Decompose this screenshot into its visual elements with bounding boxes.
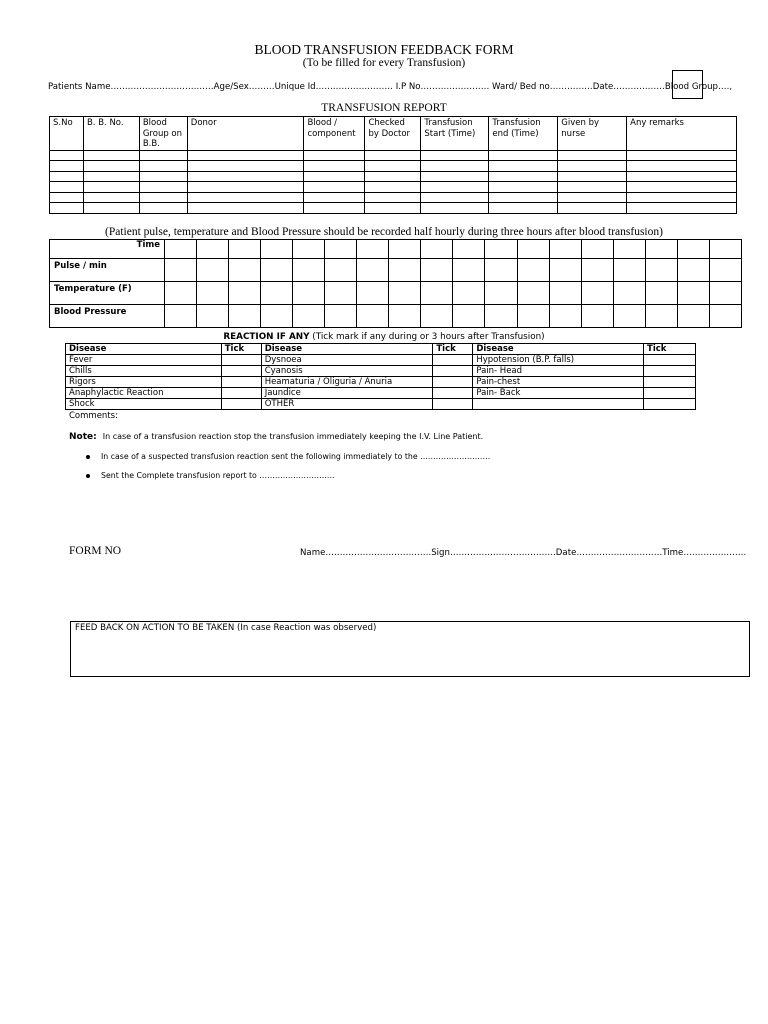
reaction-disease: Pain-chest [473, 377, 644, 388]
transfusion-row [50, 161, 737, 172]
vitals-time-cell[interactable] [517, 240, 549, 259]
vitals-cell[interactable] [357, 282, 389, 305]
transfusion-col-header: Blood Group on B.B. [139, 117, 187, 151]
transfusion-cell[interactable] [627, 192, 737, 203]
reaction-tick-cell[interactable] [433, 355, 473, 366]
vitals-cell[interactable] [581, 305, 613, 328]
vitals-cell[interactable] [613, 305, 645, 328]
reaction-disease: Hypotension (B.P. falls) [473, 355, 644, 366]
vitals-cell[interactable] [709, 305, 741, 328]
vitals-cell[interactable] [421, 305, 453, 328]
transfusion-cell[interactable] [421, 192, 489, 203]
vitals-cell[interactable] [261, 305, 293, 328]
vitals-cell[interactable] [165, 259, 197, 282]
transfusion-cell[interactable] [50, 182, 84, 193]
transfusion-cell[interactable] [187, 161, 304, 172]
transfusion-cell[interactable] [421, 150, 489, 161]
vitals-cell[interactable] [229, 282, 261, 305]
reaction-disease [473, 399, 644, 410]
transfusion-col-header: Donor [187, 117, 304, 151]
vitals-time-cell[interactable] [581, 240, 613, 259]
vitals-cell[interactable] [645, 282, 677, 305]
vitals-row-label: Pulse / min [50, 259, 165, 282]
vitals-time-cell[interactable] [229, 240, 261, 259]
vitals-cell[interactable] [645, 259, 677, 282]
vitals-cell[interactable] [325, 259, 357, 282]
vitals-cell[interactable] [581, 259, 613, 282]
transfusion-cell[interactable] [139, 150, 187, 161]
transfusion-cell[interactable] [558, 150, 627, 161]
reaction-tick-cell[interactable] [433, 366, 473, 377]
reaction-disease: Anaphylactic Reaction [66, 388, 222, 399]
vitals-cell[interactable] [229, 259, 261, 282]
reaction-tick-cell[interactable] [644, 366, 696, 377]
reaction-table [65, 343, 696, 410]
transfusion-col-header: Transfusion end (Time) [489, 117, 558, 151]
vitals-cell[interactable] [485, 305, 517, 328]
reaction-tick-cell[interactable] [644, 399, 696, 410]
reaction-disease: Jaundice [261, 388, 433, 399]
vitals-cell[interactable] [421, 282, 453, 305]
vitals-cell[interactable] [389, 282, 421, 305]
form-title: BLOOD TRANSFUSION FEEDBACK FORM [254, 42, 514, 57]
vitals-cell[interactable] [613, 282, 645, 305]
vitals-time-cell[interactable] [165, 240, 197, 259]
vitals-cell[interactable] [197, 305, 229, 328]
transfusion-col-header: Transfusion Start (Time) [421, 117, 489, 151]
vitals-time-cell[interactable] [709, 240, 741, 259]
vitals-cell[interactable] [549, 305, 581, 328]
reaction-disease: Pain- Head [473, 366, 644, 377]
form-number-label: FORM NO [69, 545, 122, 557]
reaction-disease: Pain- Back [473, 388, 644, 399]
transfusion-report-title: TRANSFUSION REPORT [321, 102, 447, 114]
bullet-dot-icon [86, 455, 90, 459]
blood-group-box[interactable] [672, 70, 703, 99]
transfusion-cell[interactable] [421, 161, 489, 172]
vitals-cell[interactable] [485, 282, 517, 305]
transfusion-cell[interactable] [421, 203, 489, 214]
transfusion-cell[interactable] [50, 171, 84, 182]
vitals-cell[interactable] [581, 282, 613, 305]
vitals-cell[interactable] [517, 259, 549, 282]
vitals-cell[interactable] [421, 259, 453, 282]
reaction-header-row [66, 344, 696, 355]
vitals-time-cell[interactable] [293, 240, 325, 259]
transfusion-cell[interactable] [421, 171, 489, 182]
reaction-disease: Heamaturia / Oliguria / Anuria [261, 377, 433, 388]
note-bullet-text: Sent the Complete transfusion report to ……………………….. [101, 471, 335, 480]
vitals-row-label: Blood Pressure [50, 305, 165, 328]
transfusion-cell[interactable] [50, 203, 84, 214]
reaction-row [66, 399, 696, 410]
transfusion-col-header: Given by nurse [558, 117, 627, 151]
reaction-heading-rest: (Tick mark if any during or 3 hours after Transfusion) [309, 332, 545, 342]
transfusion-cell[interactable] [489, 192, 558, 203]
bullet-dot-icon [86, 474, 90, 478]
transfusion-cell[interactable] [627, 161, 737, 172]
transfusion-cell[interactable] [304, 150, 365, 161]
comments-label: Comments: [69, 411, 118, 421]
vitals-time-cell[interactable] [453, 240, 485, 259]
note-bullet [86, 452, 490, 461]
reaction-tick-cell[interactable] [221, 388, 261, 399]
vitals-cell[interactable] [613, 259, 645, 282]
vitals-cell[interactable] [357, 259, 389, 282]
vitals-cell[interactable] [325, 282, 357, 305]
vitals-cell[interactable] [485, 259, 517, 282]
transfusion-cell[interactable] [50, 150, 84, 161]
reaction-heading [0, 332, 768, 342]
vitals-time-cell[interactable] [197, 240, 229, 259]
transfusion-cell[interactable] [83, 203, 139, 214]
transfusion-report-table [49, 116, 737, 214]
transfusion-cell[interactable] [304, 182, 365, 193]
transfusion-cell[interactable] [558, 171, 627, 182]
vitals-time-cell[interactable] [357, 240, 389, 259]
transfusion-cell[interactable] [627, 182, 737, 193]
transfusion-row [50, 203, 737, 214]
transfusion-cell[interactable] [83, 171, 139, 182]
reaction-row [66, 388, 696, 399]
note-bullet-text: In case of a suspected transfusion reaction sent the following immediately to the ……………………… [101, 452, 491, 461]
vitals-cell[interactable] [197, 282, 229, 305]
vitals-cell[interactable] [709, 282, 741, 305]
transfusion-cell[interactable] [139, 182, 187, 193]
vitals-row [50, 305, 742, 328]
vitals-time-row [50, 240, 742, 259]
vitals-cell[interactable] [389, 305, 421, 328]
reaction-heading-bold: REACTION IF ANY [223, 332, 310, 342]
reaction-tick-cell[interactable] [221, 366, 261, 377]
vitals-cell[interactable] [677, 282, 709, 305]
patient-details-line: Patients Name………………………………Age/Sex………Unique Id……………………… I.P No…………………… Ward/ Bed no……………Date………………Blood Group…., [48, 82, 733, 92]
reaction-row [66, 355, 696, 366]
transfusion-cell[interactable] [304, 171, 365, 182]
transfusion-cell[interactable] [627, 150, 737, 161]
vitals-cell[interactable] [261, 282, 293, 305]
reaction-tick-cell[interactable] [433, 399, 473, 410]
reaction-col-tick: Tick [644, 344, 696, 355]
vitals-cell[interactable] [645, 305, 677, 328]
feedback-box[interactable] [70, 621, 750, 677]
transfusion-cell[interactable] [83, 150, 139, 161]
form-subtitle: (To be filled for every Transfusion) [302, 57, 466, 69]
reaction-tick-cell[interactable] [221, 399, 261, 410]
vitals-cell[interactable] [677, 305, 709, 328]
transfusion-cell[interactable] [139, 203, 187, 214]
note-text: In case of a transfusion reaction stop the transfusion immediately keeping the I.V. Line Patient. [102, 432, 484, 441]
reaction-disease: Fever [66, 355, 222, 366]
transfusion-row [50, 150, 737, 161]
reaction-row [66, 377, 696, 388]
reaction-row [66, 366, 696, 377]
vitals-cell[interactable] [453, 259, 485, 282]
reaction-disease: Shock [66, 399, 222, 410]
transfusion-cell[interactable] [139, 192, 187, 203]
feedback-label: FEED BACK ON ACTION TO BE TAKEN (In case Reaction was observed) [75, 623, 377, 633]
vitals-time-cell[interactable] [645, 240, 677, 259]
transfusion-cell[interactable] [187, 171, 304, 182]
vitals-cell[interactable] [549, 259, 581, 282]
transfusion-col-header: Checked by Doctor [365, 117, 421, 151]
reaction-tick-cell[interactable] [221, 377, 261, 388]
vitals-cell[interactable] [389, 259, 421, 282]
transfusion-cell[interactable] [304, 192, 365, 203]
transfusion-cell[interactable] [558, 203, 627, 214]
transfusion-cell[interactable] [558, 161, 627, 172]
vitals-cell[interactable] [229, 305, 261, 328]
transfusion-row [50, 182, 737, 193]
note-bullet [86, 471, 334, 480]
transfusion-report-header-row [50, 117, 737, 151]
transfusion-row [50, 192, 737, 203]
reaction-tick-cell[interactable] [644, 388, 696, 399]
vitals-instruction: (Patient pulse, temperature and Blood Pressure should be recorded half hourly during three hours after blood transfusion) [105, 226, 663, 238]
transfusion-cell[interactable] [83, 182, 139, 193]
vitals-time-cell[interactable] [677, 240, 709, 259]
transfusion-cell[interactable] [139, 161, 187, 172]
reaction-disease: Cyanosis [261, 366, 433, 377]
vitals-cell[interactable] [293, 305, 325, 328]
transfusion-cell[interactable] [489, 182, 558, 193]
vitals-time-cell[interactable] [613, 240, 645, 259]
transfusion-col-header: Blood / component [304, 117, 365, 151]
signature-line: Name……………………………….Sign……………………………….Date…………………………Time…………………. [300, 548, 747, 558]
transfusion-cell[interactable] [365, 161, 421, 172]
vitals-cell[interactable] [261, 259, 293, 282]
reaction-tick-cell[interactable] [433, 388, 473, 399]
reaction-col-tick: Tick [433, 344, 473, 355]
vitals-time-label: Time [50, 240, 165, 259]
transfusion-cell[interactable] [489, 150, 558, 161]
transfusion-col-header: Any remarks [627, 117, 737, 151]
transfusion-cell[interactable] [83, 192, 139, 203]
reaction-tick-cell[interactable] [221, 355, 261, 366]
note-label: Note: [69, 432, 97, 442]
transfusion-cell[interactable] [304, 203, 365, 214]
transfusion-cell[interactable] [558, 192, 627, 203]
vitals-cell[interactable] [293, 259, 325, 282]
reaction-col-disease: Disease [473, 344, 644, 355]
transfusion-cell[interactable] [187, 150, 304, 161]
reaction-tick-cell[interactable] [644, 377, 696, 388]
transfusion-cell[interactable] [50, 161, 84, 172]
vitals-row [50, 282, 742, 305]
reaction-col-disease: Disease [261, 344, 433, 355]
vitals-cell[interactable] [549, 282, 581, 305]
transfusion-cell[interactable] [139, 171, 187, 182]
vitals-cell[interactable] [453, 305, 485, 328]
vitals-cell[interactable] [165, 282, 197, 305]
vitals-time-cell[interactable] [549, 240, 581, 259]
reaction-disease: Dysnoea [261, 355, 433, 366]
vitals-cell[interactable] [709, 259, 741, 282]
transfusion-cell[interactable] [365, 182, 421, 193]
transfusion-row [50, 171, 737, 182]
vitals-cell[interactable] [517, 282, 549, 305]
transfusion-cell[interactable] [83, 161, 139, 172]
vitals-cell[interactable] [357, 305, 389, 328]
vitals-time-cell[interactable] [485, 240, 517, 259]
vitals-cell[interactable] [197, 259, 229, 282]
transfusion-cell[interactable] [304, 161, 365, 172]
vitals-table [49, 239, 742, 328]
transfusion-cell[interactable] [627, 203, 737, 214]
reaction-tick-cell[interactable] [644, 355, 696, 366]
vitals-cell[interactable] [677, 259, 709, 282]
transfusion-cell[interactable] [365, 171, 421, 182]
vitals-row [50, 259, 742, 282]
transfusion-cell[interactable] [187, 182, 304, 193]
transfusion-cell[interactable] [187, 192, 304, 203]
vitals-cell[interactable] [165, 305, 197, 328]
reaction-disease: OTHER [261, 399, 433, 410]
vitals-cell[interactable] [453, 282, 485, 305]
vitals-row-label: Temperature (F) [50, 282, 165, 305]
note-line [69, 432, 483, 442]
transfusion-cell[interactable] [365, 150, 421, 161]
vitals-cell[interactable] [325, 305, 357, 328]
transfusion-col-header: B. B. No. [83, 117, 139, 151]
reaction-col-tick: Tick [221, 344, 261, 355]
reaction-col-disease: Disease [66, 344, 222, 355]
vitals-time-cell[interactable] [421, 240, 453, 259]
transfusion-cell[interactable] [365, 203, 421, 214]
transfusion-cell[interactable] [489, 161, 558, 172]
transfusion-cell[interactable] [365, 192, 421, 203]
vitals-cell[interactable] [517, 305, 549, 328]
transfusion-cell[interactable] [558, 182, 627, 193]
vitals-cell[interactable] [293, 282, 325, 305]
transfusion-cell[interactable] [50, 192, 84, 203]
vitals-time-cell[interactable] [325, 240, 357, 259]
transfusion-cell[interactable] [627, 171, 737, 182]
vitals-time-cell[interactable] [389, 240, 421, 259]
transfusion-cell[interactable] [489, 171, 558, 182]
reaction-tick-cell[interactable] [433, 377, 473, 388]
vitals-time-cell[interactable] [261, 240, 293, 259]
transfusion-col-header: S.No [50, 117, 84, 151]
reaction-disease: Chills [66, 366, 222, 377]
reaction-disease: Rigors [66, 377, 222, 388]
transfusion-cell[interactable] [489, 203, 558, 214]
transfusion-cell[interactable] [421, 182, 489, 193]
transfusion-cell[interactable] [187, 203, 304, 214]
